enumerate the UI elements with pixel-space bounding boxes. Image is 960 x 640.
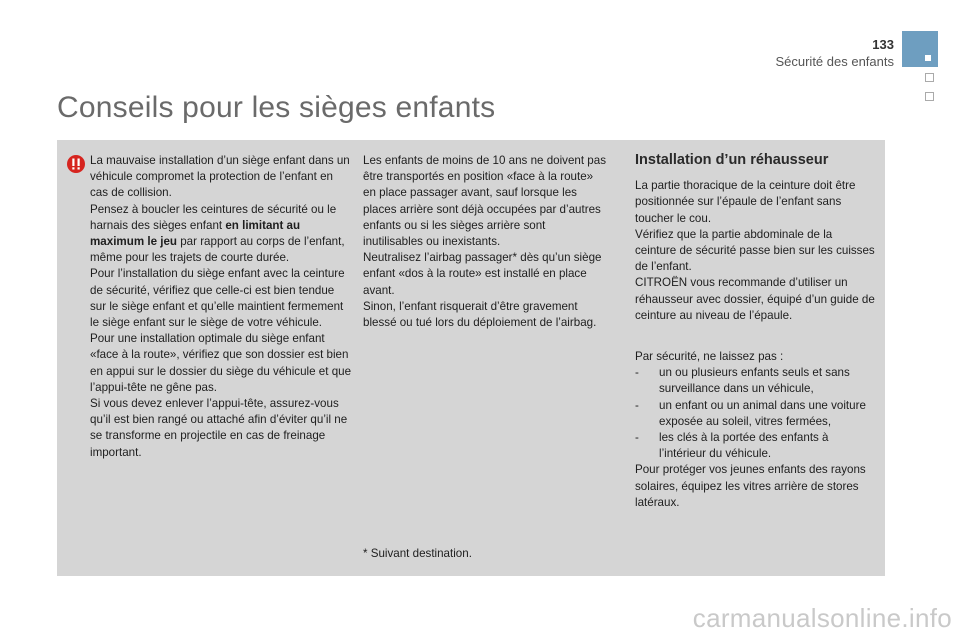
warning-para-2 (90, 202, 352, 267)
warning-column (90, 153, 352, 461)
warning-para-5: Si vous devez enlever l’appui-tête, assurez-vous qu’il est bien rangé ou attaché afin d’éviter qu’il ne se transforme en projectile en cas de freinage important. (90, 397, 348, 459)
warning-para-3: Pour l’installation du siège enfant avec la ceinture de sécurité, vérifiez que celle-ci est bien tendue sur le siège enfant et qu’elle maintient fermement le siège enfant sur le siège de votre véhicule. (90, 267, 345, 330)
warning-para-2-bold: en limitant au maximum le jeu (90, 218, 301, 249)
warning-para-2-text: Pensez à boucler les ceintures de sécurité ou le harnais des sièges enfant (90, 202, 337, 232)
bullet-marker: - (635, 431, 639, 445)
list-item (635, 398, 875, 430)
booster-heading: Installation d’un réhausseur (635, 152, 829, 168)
nav-square-2 (925, 92, 934, 101)
section-label: Sécurité des enfants (775, 54, 894, 69)
bullet-marker: - (635, 366, 639, 380)
section-tab (902, 31, 938, 67)
airbag-column (363, 153, 608, 331)
tab-marker-icon (925, 55, 931, 61)
warning-para-1: La mauvaise installation d’un siège enfant dans un véhicule compromet la protection de l’enfant en cas de collision. (90, 154, 350, 200)
list-item (635, 365, 875, 397)
warning-para-2-rest: par rapport au corps de l’enfant, même pour les trajets de courte durée. (90, 235, 345, 265)
safety-list-intro: Par sécurité, ne laissez pas : (635, 350, 784, 364)
list-item-text: les clés à la portée des enfants à l’intérieur du véhicule. (659, 431, 829, 461)
booster-para-2: Vérifiez que la partie abdominale de la ceinture de sécurité passe bien sur les cuisses de l’enfant. (635, 227, 875, 274)
airbag-para-1: Les enfants de moins de 10 ans ne doivent pas être transportés en position «face à la route» en place passager avant, sauf lorsque les places arrière sont déjà occupées par d’autres enfants ou si les sièges arrière sont inutilisables ou inexistants. (363, 154, 606, 249)
list-item-text: un enfant ou un animal dans une voiture exposée au soleil, vitres fermées, (659, 398, 866, 428)
warning-para-4: Pour une installation optimale du siège enfant «face à la route», vérifiez que son dossier est bien en appui sur le dossier du siège du véhicule et que l’appui-tête ne gêne pas. (90, 332, 352, 394)
airbag-para-3: Sinon, l’enfant risquerait d’être gravement blessé ou tué lors du déploiement de l’airbag. (363, 299, 597, 330)
list-item-text: un ou plusieurs enfants seuls et sans surveillance dans un véhicule, (659, 366, 850, 396)
closing-para: Pour protéger vos jeunes enfants des rayons solaires, équipez les vitres arrière de stores latéraux. (635, 463, 866, 509)
footnote: * Suivant destination. (363, 547, 472, 560)
bullet-marker: - (635, 398, 639, 412)
booster-para-3: CITROËN vous recommande d’utiliser un réhausseur avec dossier, équipé d’un guide de ceinture au niveau de l’épaule. (635, 276, 875, 322)
booster-column (635, 152, 875, 511)
watermark: carmanualsonline.info (692, 603, 952, 633)
warning-exclamation-icon (67, 155, 85, 173)
nav-square-1 (925, 73, 934, 82)
page-title: Conseils pour les sièges enfants (57, 91, 496, 124)
list-item (635, 430, 875, 462)
page-number: 133 (872, 37, 894, 52)
booster-para-1: La partie thoracique de la ceinture doit être positionnée sur l’épaule de l’enfant sans toucher le cou. (635, 179, 856, 225)
content-panel (57, 140, 885, 576)
airbag-para-2: Neutralisez l’airbag passager* dès qu’un siège enfant «dos à la route» est installé en place avant. (363, 251, 602, 297)
